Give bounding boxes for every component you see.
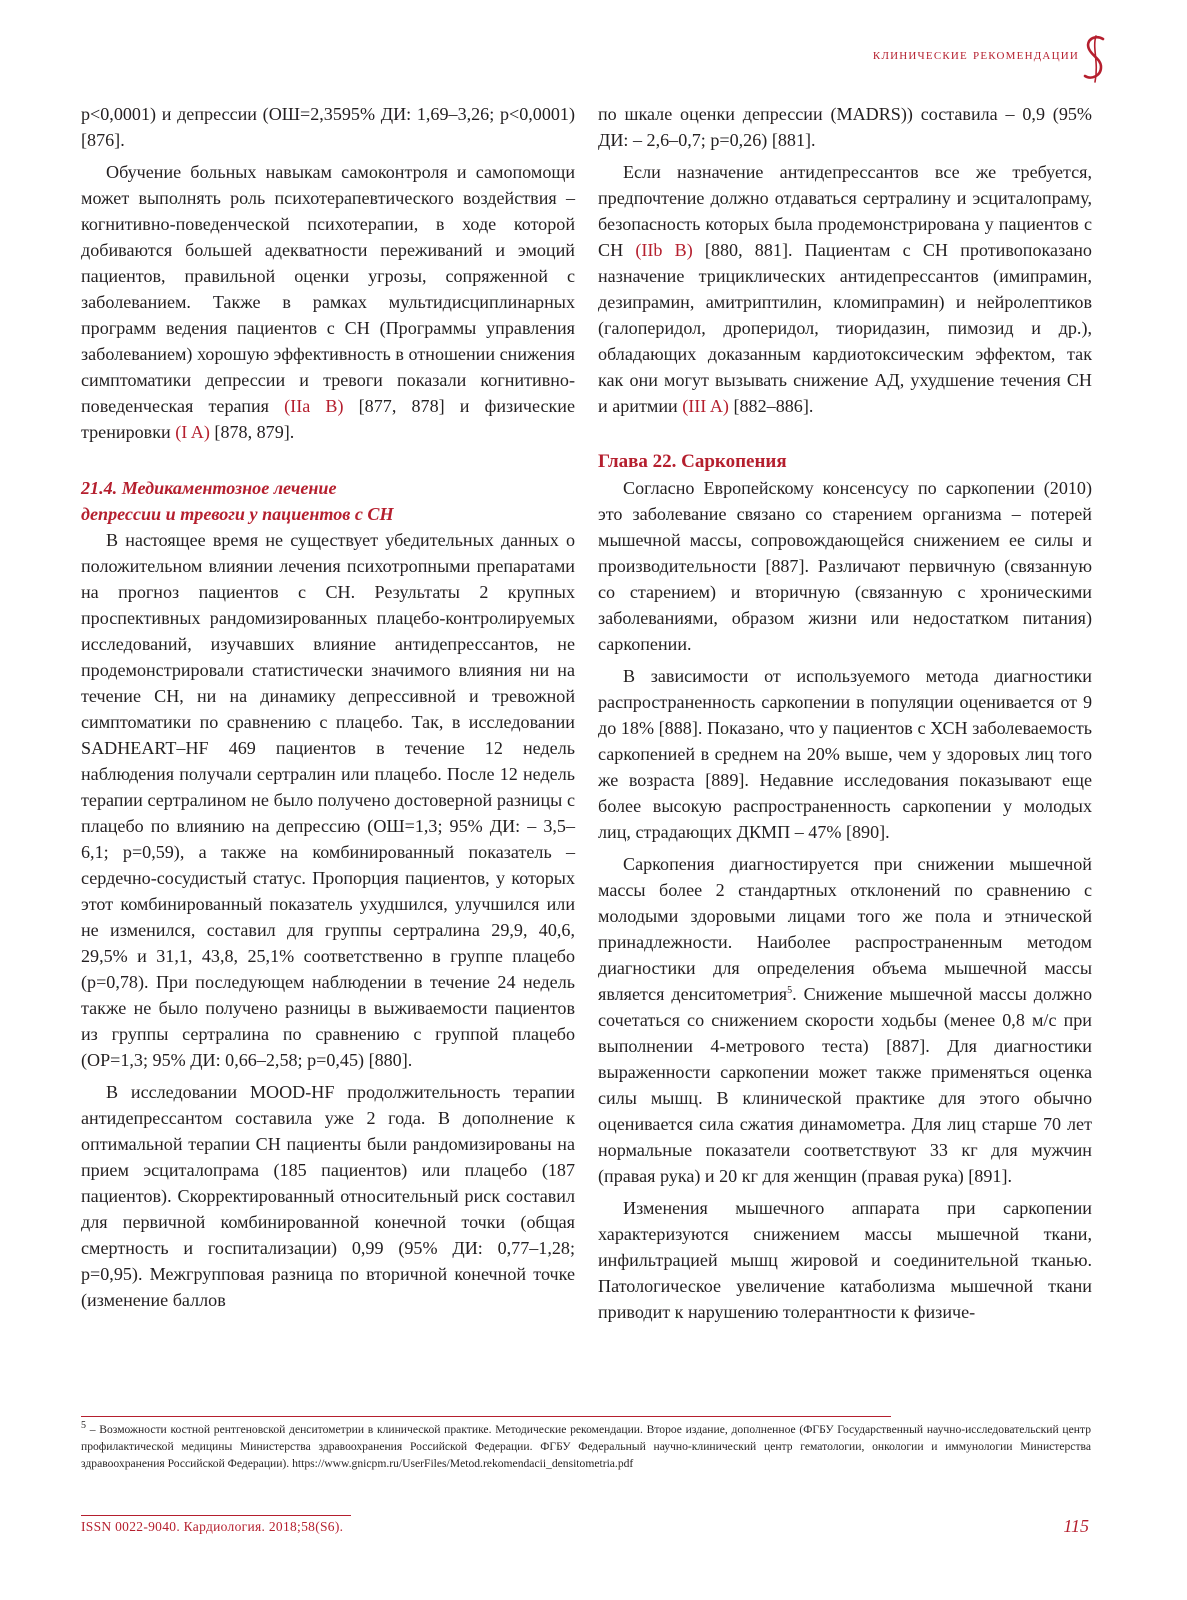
running-header-title: клинические рекомендации [872,46,1079,63]
evidence-level: (I A) [175,422,210,442]
paragraph: В зависимости от используемого метода диагностики распространенность саркопении в популяции оценивается от 9 до 18% [888]. Показано, что у пациентов с ХСН заболеваемость саркопенией в среднем на 20% выше, чем у здоровых лиц того же возраста [889]. Недавние исследования показывают еще более высокую распространенность саркопении у молодых лиц, страдающих ДКМП – 47% [890]. [598,666,1092,842]
evidence-level: (IIb B) [635,240,693,260]
footnote-marker[interactable]: 5 [787,984,793,996]
evidence-level: (IIa B) [284,396,344,416]
paragraph: по шкале оценки депрессии (MADRS)) составила – 0,9 (95% ДИ: – 2,6–0,7; p=0,26) [881]. [598,104,1092,150]
left-column [81,101,575,1313]
page-number: 115 [1063,1516,1089,1536]
footnote-number: 5 [81,1420,86,1432]
chapter-heading: Глава 22. Саркопения [598,451,787,472]
paragraph: Обучение больных навыкам самоконтроля и самопомощи может выполнять роль психотерапевтического воздействия – когнитивно-поведенческой психотерапии, в ходе которой добиваются большей адекватности переживаний и эмоций пациентов, правильной оценки угрозы, сопряженной с заболеванием. Также в рамках мультидисциплинарных программ ведения пациентов с СН (Программы управления заболеванием) хорошую эффективность в отношении снижения симптоматики депрессии и тревоги показали когнитивно-поведенческая терапия (IIa B) [877, 878] и физические тренировки (I A) [878, 879]. [81,162,575,442]
paragraph: Согласно Европейскому консенсусу по саркопении (2010) это заболевание связано со старением организма – потерей мышечной массы, сопровождающейся снижением ее силы и производительности [887]. Различают первичную (связанную со старением) и вторичную (связанную с хроническими заболеваниями, образом жизни или недостатком питания) саркопении. [598,478,1092,654]
brand-s-logo-icon [1079,34,1111,84]
paragraph: Изменения мышечного аппарата при саркопении характеризуются снижением массы мышечной ткани, инфильтрацией мышц жировой и соединительной тканью. Патологическое увеличение катаболизма мышечной ткани приводит к нарушению толерантности к физиче- [598,1198,1092,1322]
footnote: $^5$ – Возможности костной рентгеновской денситометрии в клинической практике. Методические рекомендации. Второе издание, дополненное (ФГБУ Государственный научно-исследовательский центр профилактической медицины Министерства здравоохранения Российской Федерации. ФГБУ Федеральный научно-клинический центр гематологии, онкологии и иммунологии Министерства здравоохранения Российской Федерации). https://www.gnicpm.ru/UserFiles/Metod.rekomendacii_densitometria.pdf [81,1420,1091,1470]
paragraph: Если назначение антидепрессантов все же требуется, предпочтение должно отдаваться сертралину и эсциталопраму, безопасность которых была продемонстрирована у пациентов с СН (IIb B) [880, 881]. Пациентам с СН противопоказано назначение трициклических антидепрессантов (имипрамин, дезипрамин, амитриптилин, кломипрамин) и нейролептиков (галоперидол, дроперидол, тиоридазин, пимозид и др.), обладающих доказанным кардиотоксическим эффектом, так как они могут вызывать снижение АД, ухудшение течения СН и аритмии (III A) [882–886]. [598,162,1092,416]
paragraph: В исследовании MOOD-HF продолжительность терапии антидепрессантом составила уже 2 года. В дополнение к оптимальной терапии СН пациенты были рандомизированы на прием эсциталопрама (185 пациентов) или плацебо (187 пациентов). Скорректированный относительный риск составил для первичной комбинированной конечной точки (общая смертность и госпитализации) 0,99 (95% ДИ: 0,77–1,28; p=0,95). Межгрупповая разница по вторичной конечной точке (изменение баллов [81,1082,575,1310]
paragraph: В настоящее время не существует убедительных данных о положительном влиянии лечения психотропными препаратами на прогноз пациентов с СН. Результаты 2 крупных проспективных рандомизированных плацебо-контролируемых исследований, изучавших влияние антидепрессантов, не продемонстрировали статистически значимого влияния ни на течение СН, ни на динамику депрессивной и тревожной симптоматики по сравнению с плацебо. Так, в исследовании SADHEART–HF 469 пациентов в течение 12 недель наблюдения получали сертралин или плацебо. После 12 недель терапии сертралином не было получено достоверной разницы с плацебо по влиянию на депрессию (ОШ=1,3; 95% ДИ: – 3,5–6,1; p=0,59), а также на комбинированный показатель – сердечно-сосудистый статус. Пропорция пациентов, у которых этот комбинированный показатель ухудшился, улучшился или не изменился, составил для группы сертралина 29,9, 40,6, 29,5% и 31,1, 43,8, 25,1% соответственно в группе плацебо (p=0,78). При последующем наблюдении в течение 24 недель также не было получено разницы в выживаемости пациентов из группы сертралина по сравнению с группой плацебо (ОР=1,3; 95% ДИ: 0,66–2,58; p=0,45) [880]. [81,530,575,1070]
footer-divider [81,1515,351,1516]
evidence-level: (III A) [682,396,729,416]
paragraph: Саркопения диагностируется при снижении мышечной массы более 2 стандартных отклонений по сравнению с молодыми здоровыми лицами того же пола и этнической принадлежности. Наиболее распространенным методом диагностики для определения объема мышечной массы является денситометрия$^5$. Снижение мышечной массы должно сочетаться со снижением скорости ходьбы (менее 0,8 м/с при выполнении 4-метрового теста) [887]. Для диагностики выраженности саркопении может также применяться оценка силы мышц. В клинической практике для этого обычно оценивается сила сжатия динамометра. Для лиц старше 70 лет нормальные показатели соответствуют 33 кг для мужчин (правая рука) и 20 кг для женщин (правая рука) [891]. [598,854,1092,1186]
paragraph: p<0,0001) и депрессии (ОШ=2,3595% ДИ: 1,69–3,26; p<0,0001) [876]. [81,104,575,150]
footnote-divider [81,1416,891,1417]
section-heading: 21.4. Медикаментозное лечение депрессии и тревоги у пациентов с СН [81,478,394,524]
right-column [598,101,1092,1325]
journal-citation: ISSN 0022-9040. Кардиология. 2018;58(S6). [81,1519,344,1534]
